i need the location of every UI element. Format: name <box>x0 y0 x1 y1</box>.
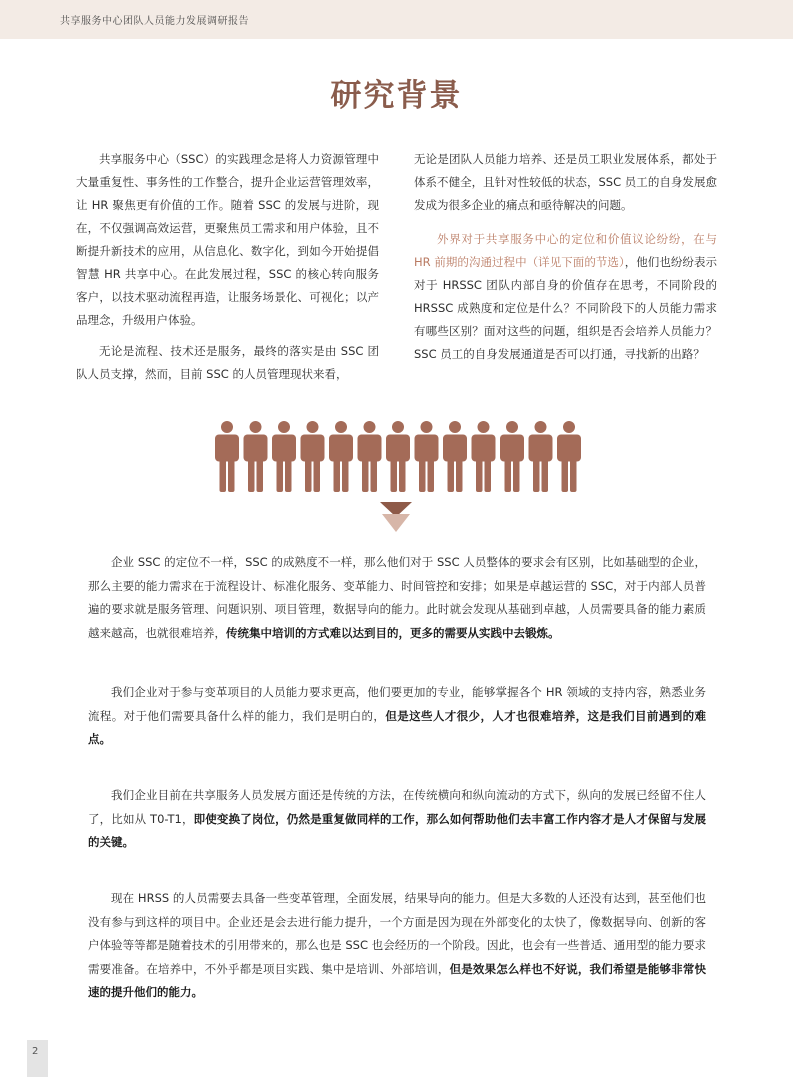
quote-3 <box>88 784 706 855</box>
person-icon <box>358 421 382 492</box>
right-paragraph-1: 无论是团队人员能力培养、还是员工职业发展体系，都处于体系不健全，且针对性较低的状态，SSC 员工的自身发展愈发成为很多企业的痛点和亟待解决的问题。 <box>414 152 717 212</box>
person-icon <box>215 421 239 492</box>
quote-3-text: 我们企业目前在共享服务人员发展方面还是传统的方法，在传统横向和纵向流动的方式下，纵向的发展已经留不住人了，比如从 T0-T1， <box>88 788 706 826</box>
person-icon <box>272 421 296 492</box>
person-icon <box>329 421 353 492</box>
page-title: 研究背景 <box>330 78 463 114</box>
left-paragraph-1: 共享服务中心（SSC）的实践理念是将人力资源管理中大量重复性、事务性的工作整合，提升企业运营管理效率，让 HR 聚焦更有价值的工作。随着 SSC 的发展与进阶，现在，不仅强调高效运营，更聚焦员工需求和用户体验，且不断提升新技术的应用，从信息化、数字化，到如今开始提倡智慧 HR 共享中心。在此发展过程，SSC 的核心转向服务客户，以技术驱动流程再造，让服务场景化、可视化；以产品理念，升级用户体验。 <box>76 152 379 327</box>
person-icon <box>500 421 524 492</box>
quote-4-bold: 但是效果怎么样也不好说，我们希望是能够非常快速的提升他们的能力。 <box>88 961 707 999</box>
person-icon <box>557 421 581 492</box>
person-icon <box>472 421 496 492</box>
quote-4 <box>88 887 706 1005</box>
triangle-down-icon <box>382 514 410 532</box>
quote-1 <box>88 551 706 645</box>
right-paragraph-2 <box>414 228 717 366</box>
highlighted-text: 外界对于共享服务中心的定位和价值议论纷纷，在与 HR 前期的沟通过程中（详见下面的节选） <box>414 232 717 269</box>
quote-2 <box>88 681 706 752</box>
quote-3-bold: 即使变换了岗位，仍然是重复做同样的工作，那么如何帮助他们去丰富工作内容才是人才保留与发展的关键。 <box>88 811 706 849</box>
person-icon <box>443 421 467 492</box>
quote-1-bold: 传统集中培训的方式难以达到目的，更多的需要从实践中去锻炼。 <box>226 625 560 640</box>
report-header-title: 共享服务中心团队人员能力发展调研报告 <box>60 16 249 27</box>
page-number: 2 <box>32 1046 39 1057</box>
people-row-graphic <box>0 416 793 496</box>
person-icon <box>301 421 325 492</box>
left-paragraph-2: 无论是流程、技术还是服务，最终的落实是由 SSC 团队人员支撑，然而，目前 SSC 的人员管理现状来看， <box>76 344 379 381</box>
quote-1-text: 企业 SSC 的定位不一样，SSC 的成熟度不一样，那么他们对于 SSC 人员整体的要求会有区别，比如基础型的企业，那么主要的能力需求在于流程设计、标准化服务、变革能力、时间管控和安排；如果是卓越运营的 SSC，对于内部人员普遍的要求就是服务管理、问题识别、项目管理，数据导向的能力。此时就会发现从基础到卓越，人员需要具备的能力素质越来越高，也就很难培养， <box>88 555 706 640</box>
quote-4-text: 现在 HRSS 的人员需要去具备一些变革管理，全面发展，结果导向的能力。但是大多数的人还没有达到，甚至他们也没有参与到这样的项目中。企业还是会去进行能力提升，一个方面是因为现在外部变化的太快了，像数据导向、创新的客户体验等等都是随着技术的引用带来的，那么也是 SSC 也会经历的一个阶段。因此，也会有一些普适、通用型的能力要求需要准备。在培养中，不外乎都是项目实践、集中是培训、外部培训， <box>88 891 706 976</box>
paragraph-continuation: ，他们也纷纷表示对于 HRSSC 团队内部自身的价值存在思考，不同阶段的 HRSSC 成熟度和定位是什么？不同阶段下的人员能力需求有哪些区别？面对这些的问题，组织是否会培养人员能力？ SSC 员工的自身发展通道是否可以打通，寻找新的出路？ <box>414 255 718 361</box>
quote-2-bold: 但是这些人才很少，人才也很难培养，这是我们目前遇到的难点。 <box>88 708 707 746</box>
person-icon <box>386 421 410 492</box>
person-icon <box>415 421 439 492</box>
arrow-down-graphic <box>0 500 793 534</box>
person-icon <box>244 421 268 492</box>
person-icon <box>529 421 553 492</box>
quote-2-text: 我们企业对于参与变革项目的人员能力要求更高，他们要更加的专业，能够掌握各个 HR 领域的支持内容，熟悉业务流程。对于他们需要具备什么样的能力，我们是明白的， <box>88 685 706 723</box>
